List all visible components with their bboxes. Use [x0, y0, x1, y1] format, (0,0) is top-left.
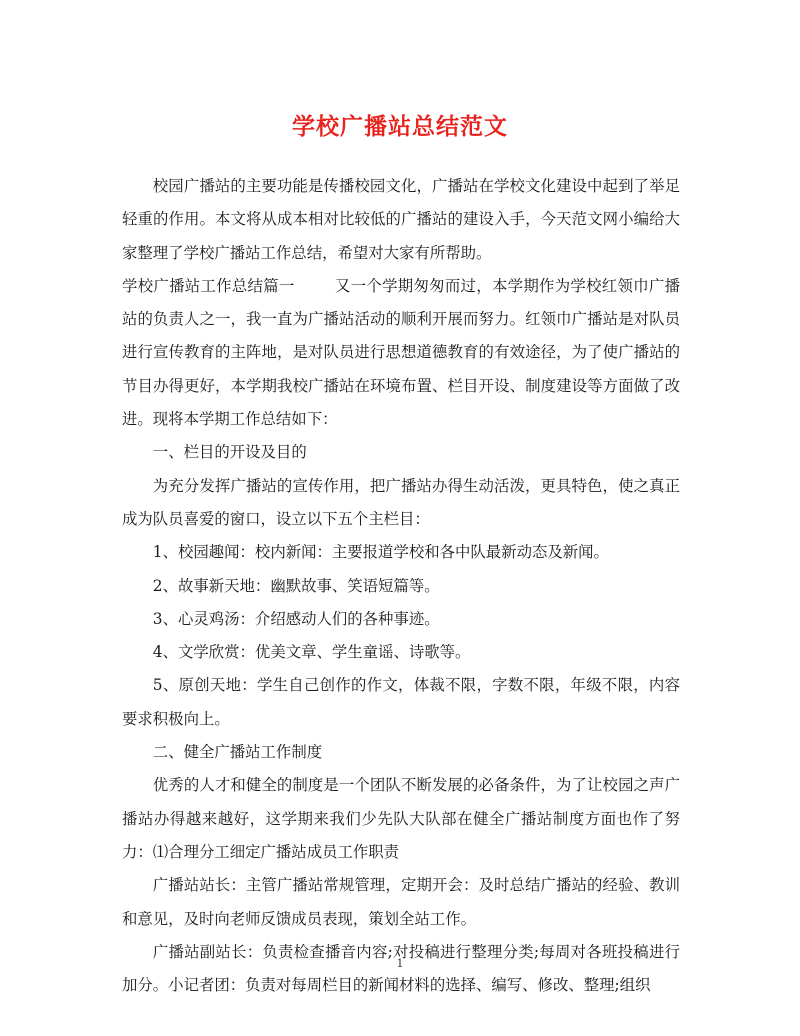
role-station-chief: 广播站站长：主管广播站常规管理，定期开会：及时总结广播站的经验、教训和意见，及时向老师反馈成员表现，策划全站工作。: [122, 876, 680, 928]
part1-heading: 一、栏目的开设及目的: [152, 443, 307, 462]
column-item-1: 1、校园趣闻：校内新闻：主要报道学校和各中队最新动态及新闻。: [152, 543, 609, 562]
section1-heading: 学校广播站工作总结篇一: [122, 276, 295, 295]
column-item-3: 3、心灵鸡汤：介绍感动人们的各种事迹。: [152, 609, 440, 628]
column-item-5: 5、原创天地：学生自己创作的作文，体裁不限，字数不限，年级不限，内容要求积极向上。: [122, 676, 680, 728]
document-title: 学校广播站总结范文: [292, 113, 508, 140]
column-item-4: 4、文学欣赏：优美文章、学生童谣、诗歌等。: [152, 643, 471, 662]
part2-paragraph: 优秀的人才和健全的制度是一个团队不断发展的必备条件，为了让校园之声广播站办得越来越好，这学期来我们少先队大队部在健全广播站制度方面也作了努力：⑴合理分工细定广播站成员工作职责: [122, 776, 680, 861]
section1-text: 又一个学期匆匆而过，本学期作为学校红领巾广播站的负责人之一，我一直为广播站活动的顺利开展而努力。红领巾广播站是对队员进行宣传教育的主阵地，是对队员进行思想道德教育的有效途径，为了使广播站的节目办得更好，本学期我校广播站在环境布置、栏目开设、制度建设等方面做了改进。现将本学期工作总结如下：: [122, 276, 680, 429]
document-body: [122, 170, 680, 1002]
intro-paragraph: 校园广播站的主要功能是传播校园文化，广播站在学校文化建设中起到了举足轻重的作用。本文将从成本相对比较低的广播站的建设入手，今天范文网小编给大家整理了学校广播站工作总结，希望对大家有所帮助。: [122, 177, 680, 262]
role-deputy-chief: 广播站副站长：负责检查播音内容;对投稿进行整理分类;每周对各班投稿进行加分。小记者团：负责对每周栏目的新闻材料的选择、编写、修改、整理;组织: [122, 942, 680, 995]
page-number: 1: [396, 957, 404, 970]
part2-heading: 二、健全广播站工作制度: [152, 743, 323, 762]
column-item-2: 2、故事新天地：幽默故事、笑语短篇等。: [152, 576, 440, 595]
part1-paragraph: 为充分发挥广播站的宣传作用，把广播站办得生动活泼，更具特色，使之真正成为队员喜爱的窗口，设立以下五个主栏目：: [122, 476, 680, 528]
section1-paragraph: [122, 270, 680, 436]
